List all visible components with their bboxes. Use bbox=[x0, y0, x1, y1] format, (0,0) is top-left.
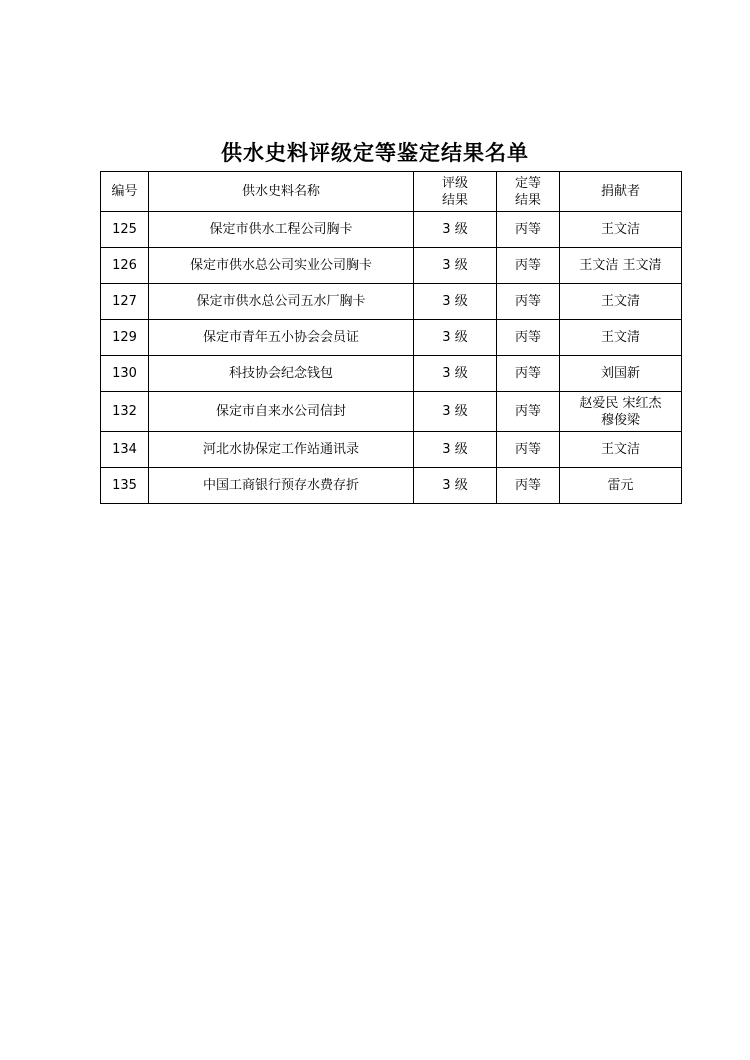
cell-number: 127 bbox=[101, 284, 149, 320]
results-table bbox=[100, 171, 682, 504]
cell-rating: 3 级 bbox=[414, 320, 497, 356]
cell-name: 保定市供水工程公司胸卡 bbox=[149, 212, 414, 248]
cell-donor: 王文洁 王文清 bbox=[560, 248, 682, 284]
cell-grade: 丙等 bbox=[497, 432, 560, 468]
cell-donor: 王文清 bbox=[560, 320, 682, 356]
cell-number: 134 bbox=[101, 432, 149, 468]
cell-donor bbox=[560, 392, 682, 432]
cell-name: 科技协会纪念钱包 bbox=[149, 356, 414, 392]
cell-name: 保定市自来水公司信封 bbox=[149, 392, 414, 432]
cell-rating: 3 级 bbox=[414, 468, 497, 504]
cell-rating: 3 级 bbox=[414, 432, 497, 468]
table-row bbox=[101, 320, 682, 356]
header-grade-line2: 结果 bbox=[514, 192, 541, 208]
cell-grade: 丙等 bbox=[497, 212, 560, 248]
header-name: 供水史料名称 bbox=[149, 172, 414, 212]
table-row bbox=[101, 468, 682, 504]
cell-name: 保定市供水总公司实业公司胸卡 bbox=[149, 248, 414, 284]
cell-name: 中国工商银行预存水费存折 bbox=[149, 468, 414, 504]
table-header-row bbox=[101, 172, 682, 212]
table-row bbox=[101, 392, 682, 432]
cell-number: 135 bbox=[101, 468, 149, 504]
cell-donor: 王文洁 bbox=[560, 212, 682, 248]
table-row bbox=[101, 212, 682, 248]
cell-rating: 3 级 bbox=[414, 356, 497, 392]
cell-number: 130 bbox=[101, 356, 149, 392]
cell-number: 132 bbox=[101, 392, 149, 432]
cell-donor: 王文清 bbox=[560, 284, 682, 320]
cell-donor: 雷元 bbox=[560, 468, 682, 504]
cell-grade: 丙等 bbox=[497, 356, 560, 392]
header-rating-line2: 结果 bbox=[441, 192, 468, 208]
cell-rating: 3 级 bbox=[414, 212, 497, 248]
cell-grade: 丙等 bbox=[497, 468, 560, 504]
cell-number: 129 bbox=[101, 320, 149, 356]
cell-rating: 3 级 bbox=[414, 284, 497, 320]
cell-number: 126 bbox=[101, 248, 149, 284]
header-donor: 捐献者 bbox=[560, 172, 682, 212]
table-row bbox=[101, 248, 682, 284]
table-row bbox=[101, 432, 682, 468]
cell-donor: 王文洁 bbox=[560, 432, 682, 468]
header-rating-line1: 评级 bbox=[441, 175, 468, 191]
cell-donor-line2: 穆俊梁 bbox=[600, 412, 640, 428]
cell-grade: 丙等 bbox=[497, 392, 560, 432]
cell-name: 保定市供水总公司五水厂胸卡 bbox=[149, 284, 414, 320]
cell-name: 保定市青年五小协会会员证 bbox=[149, 320, 414, 356]
cell-name: 河北水协保定工作站通讯录 bbox=[149, 432, 414, 468]
cell-grade: 丙等 bbox=[497, 248, 560, 284]
header-grade-line1: 定等 bbox=[514, 175, 541, 191]
table-row bbox=[101, 284, 682, 320]
cell-rating: 3 级 bbox=[414, 248, 497, 284]
cell-donor-line1: 赵爱民 宋红杰 bbox=[579, 395, 662, 411]
header-rating bbox=[414, 172, 497, 212]
cell-grade: 丙等 bbox=[497, 284, 560, 320]
header-number: 编号 bbox=[101, 172, 149, 212]
document-title: 供水史料评级定等鉴定结果名单 bbox=[221, 140, 529, 165]
cell-number: 125 bbox=[101, 212, 149, 248]
cell-grade: 丙等 bbox=[497, 320, 560, 356]
header-grade bbox=[497, 172, 560, 212]
cell-rating: 3 级 bbox=[414, 392, 497, 432]
cell-donor: 刘国新 bbox=[560, 356, 682, 392]
table-row bbox=[101, 356, 682, 392]
